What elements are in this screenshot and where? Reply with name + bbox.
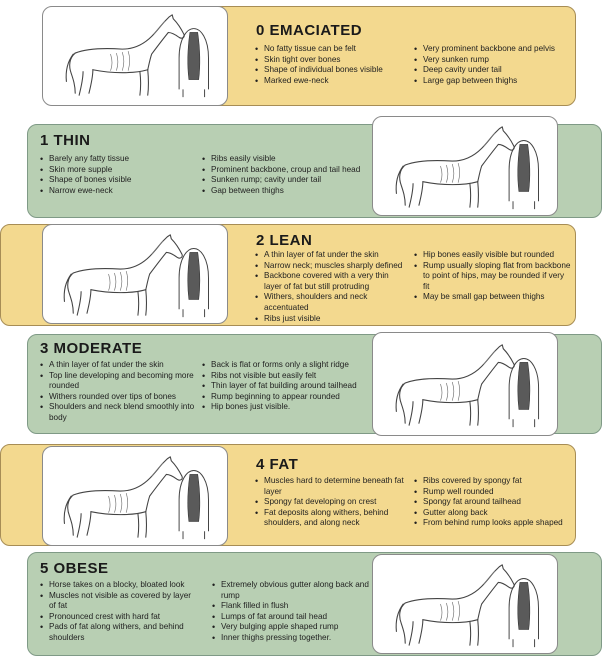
list-item: • Backbone covered with a very thin layer of fat but still protruding [255, 271, 407, 292]
bullet-list-right [414, 476, 572, 529]
list-item: • Thin layer of fat building around tailhead [202, 381, 370, 392]
list-item: • May be small gap between thighs [414, 292, 572, 303]
list-item: • Barely any fatty tissue [40, 154, 200, 165]
bullet-list-left [40, 360, 198, 424]
bullet-list-right [202, 154, 370, 196]
list-item: • Ribs covered by spongy fat [414, 476, 572, 487]
list-item: • Skin more supple [40, 165, 200, 176]
list-item: • Ribs just visible [255, 314, 407, 325]
list-item: • Muscles not visible as covered by layer of fat [40, 591, 200, 612]
bullet-list-left [40, 580, 200, 644]
list-item: • Spongy fat developing on crest [255, 497, 407, 508]
list-item: • Very sunken rump [414, 55, 572, 66]
section-title: 2 LEAN [256, 232, 313, 249]
list-item: • Shoulders and neck blend smoothly into body [40, 402, 198, 423]
bullet-list-left [255, 250, 407, 324]
list-item: • Very bulging apple shaped rump [212, 622, 370, 633]
bullet-list-left [255, 44, 405, 86]
list-item: • Skin tight over bones [255, 55, 405, 66]
bullet-list-right [414, 44, 572, 86]
list-item: • Narrow neck; muscles sharply defined [255, 261, 407, 272]
list-item: • Very prominent backbone and pelvis [414, 44, 572, 55]
bullet-list-right [212, 580, 370, 644]
list-item: • Withers, shoulders and neck accentuated [255, 292, 407, 313]
section-emaciated [0, 6, 602, 110]
list-item: • Shape of individual bones visible [255, 65, 405, 76]
bullet-list-right [202, 360, 370, 413]
list-item: • Rump well rounded [414, 487, 572, 498]
section-title: 5 OBESE [40, 560, 109, 577]
list-item: • Narrow ewe-neck [40, 186, 200, 197]
list-item: • Flank filled in flush [212, 601, 370, 612]
list-item: • Ribs not visible but easily felt [202, 371, 370, 382]
list-item: • Gap between thighs [202, 186, 370, 197]
list-item: • Muscles hard to determine beneath fat layer [255, 476, 407, 497]
list-item: • Extremely obvious gutter along back and rump [212, 580, 370, 601]
section-obese [0, 552, 602, 658]
bullet-list-right [414, 250, 572, 303]
list-item: • From behind rump looks apple shaped [414, 518, 572, 529]
list-item: • Pronounced crest with hard fat [40, 612, 200, 623]
list-item: • Hip bones just visible. [202, 402, 370, 413]
list-item: • Withers rounded over tips of bones [40, 392, 198, 403]
list-item: • Shape of bones visible [40, 175, 200, 186]
section-lean [0, 224, 602, 328]
list-item: • Fat deposits along withers, behind shoulders, and along neck [255, 508, 407, 529]
list-item: • Sunken rump; cavity under tail [202, 175, 370, 186]
list-item: • Large gap between thighs [414, 76, 572, 87]
horse-illustration [372, 554, 558, 654]
horse-illustration [42, 446, 228, 546]
section-title: 4 FAT [256, 456, 299, 473]
list-item: • Pads of fat along withers, and behind shoulders [40, 622, 200, 643]
list-item: • A thin layer of fat under the skin [40, 360, 198, 371]
list-item: • Prominent backbone, croup and tail head [202, 165, 370, 176]
list-item: • Gutter along back [414, 508, 572, 519]
list-item: • Back is flat or forms only a slight ridge [202, 360, 370, 371]
list-item: • Spongy fat around tailhead [414, 497, 572, 508]
list-item: • Marked ewe-neck [255, 76, 405, 87]
list-item: • Top line developing and becoming more rounded [40, 371, 198, 392]
list-item: • Deep cavity under tail [414, 65, 572, 76]
section-thin [0, 116, 602, 220]
list-item: • No fatty tissue can be felt [255, 44, 405, 55]
bullet-list-left [40, 154, 200, 196]
list-item: • Horse takes on a blocky, bloated look [40, 580, 200, 591]
list-item: • Ribs easily visible [202, 154, 370, 165]
horse-illustration [42, 224, 228, 324]
list-item: • Rump usually sloping flat from backbone to point of hips, may be rounded if very fit [414, 261, 572, 293]
horse-illustration [372, 332, 558, 436]
horse-illustration [42, 6, 228, 106]
list-item: • Rump beginning to appear rounded [202, 392, 370, 403]
list-item: • Hip bones easily visible but rounded [414, 250, 572, 261]
list-item: • Inner thighs pressing together. [212, 633, 370, 644]
section-moderate [0, 332, 602, 438]
bullet-list-left [255, 476, 407, 529]
horse-illustration [372, 116, 558, 216]
section-fat [0, 444, 602, 548]
section-title: 1 THIN [40, 132, 91, 149]
list-item: • A thin layer of fat under the skin [255, 250, 407, 261]
section-title: 0 EMACIATED [256, 22, 363, 39]
list-item: • Lumps of fat around tail head [212, 612, 370, 623]
section-title: 3 MODERATE [40, 340, 143, 357]
